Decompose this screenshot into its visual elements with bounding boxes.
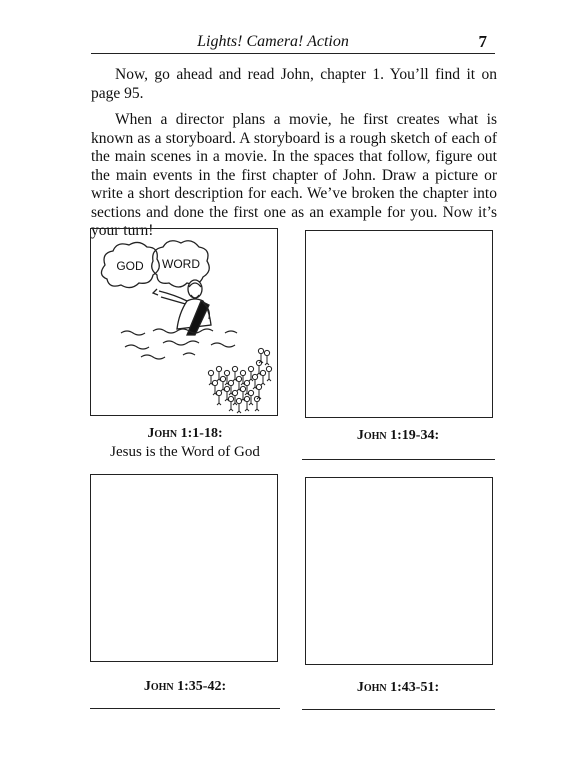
chapter-title: Lights! Camera! Action [197, 33, 349, 50]
crowd-person-head [224, 386, 229, 391]
page-number: 7 [478, 32, 487, 51]
crowd-person-head [258, 348, 263, 353]
storyboard-frame-1 [90, 228, 278, 416]
crowd-person-head [240, 370, 245, 375]
crowd-person-body [229, 402, 233, 411]
crowd-person-body [255, 402, 259, 411]
crowd-person-head [240, 386, 245, 391]
crowd-person-head [236, 398, 241, 403]
crowd-person-head [220, 376, 225, 381]
crowd-person-head [252, 374, 257, 379]
crowd-person-head [248, 390, 253, 395]
bubble-word-word: WORD [162, 257, 200, 271]
crowd-person-body [261, 376, 265, 385]
crowd-person-head [212, 380, 217, 385]
crowd-person-head [216, 390, 221, 395]
crowd-person-head [232, 390, 237, 395]
water-waves [121, 329, 237, 359]
crowd-person-head [244, 380, 249, 385]
jesus-figure-icon [153, 280, 211, 335]
instructions-paragraph: When a director plans a movie, he first creates what is known as a storyboard. A storyboard is a rough sketch of each of the main scenes in a movie. In the spaces that follow, figure out the main events in the first chapter of John. Draw a picture or write a short description for each. We’ve broken the chapter into sections and done the first one as an example for you. Now it’s your turn! [91, 111, 497, 239]
caption-john-1-35-42: John 1:35-42: [143, 679, 227, 694]
crowd-person-body [237, 404, 241, 413]
storyboard-frame-4[interactable] [305, 477, 493, 665]
crowd-person-head [216, 366, 221, 371]
crowd-person-head [224, 370, 229, 375]
crowd-person-body [265, 356, 269, 365]
crowd-person-head [228, 396, 233, 401]
crowd-person-head [260, 370, 265, 375]
caption-john-1-19-34: John 1:19-34: [356, 428, 440, 443]
caption-john-1-1-18: John 1:1-18: [147, 426, 223, 441]
bubble-word-god: GOD [116, 259, 144, 273]
crowd-person-head [232, 366, 237, 371]
answer-line-2[interactable] [302, 459, 495, 460]
crowd-person-body [245, 402, 249, 411]
header-rule [91, 53, 495, 54]
description-john-1-1-18: Jesus is the Word of God [110, 444, 260, 460]
answer-line-4[interactable] [302, 709, 495, 710]
crowd-person-head [264, 350, 269, 355]
crowd-person-head [248, 366, 253, 371]
body-text [91, 66, 497, 249]
intro-paragraph: Now, go ahead and read John, chapter 1. You’ll find it on page 95. [91, 66, 497, 102]
crowd-icon [208, 348, 271, 413]
crowd-person-head [236, 376, 241, 381]
storyboard-frame-2[interactable] [305, 230, 493, 418]
storyboard-frame-3[interactable] [90, 474, 278, 662]
crowd-person-body [217, 396, 221, 405]
crowd-person-head [228, 380, 233, 385]
crowd-person-head [208, 370, 213, 375]
page-header [91, 30, 495, 54]
crowd-person-body [267, 372, 271, 381]
crowd-person-head [244, 396, 249, 401]
caption-john-1-43-51: John 1:43-51: [356, 680, 440, 695]
crowd-person-body [259, 354, 263, 363]
answer-line-3[interactable] [90, 708, 280, 709]
example-drawing [91, 229, 277, 415]
crowd-person-head [256, 384, 261, 389]
crowd-person-head [266, 366, 271, 371]
